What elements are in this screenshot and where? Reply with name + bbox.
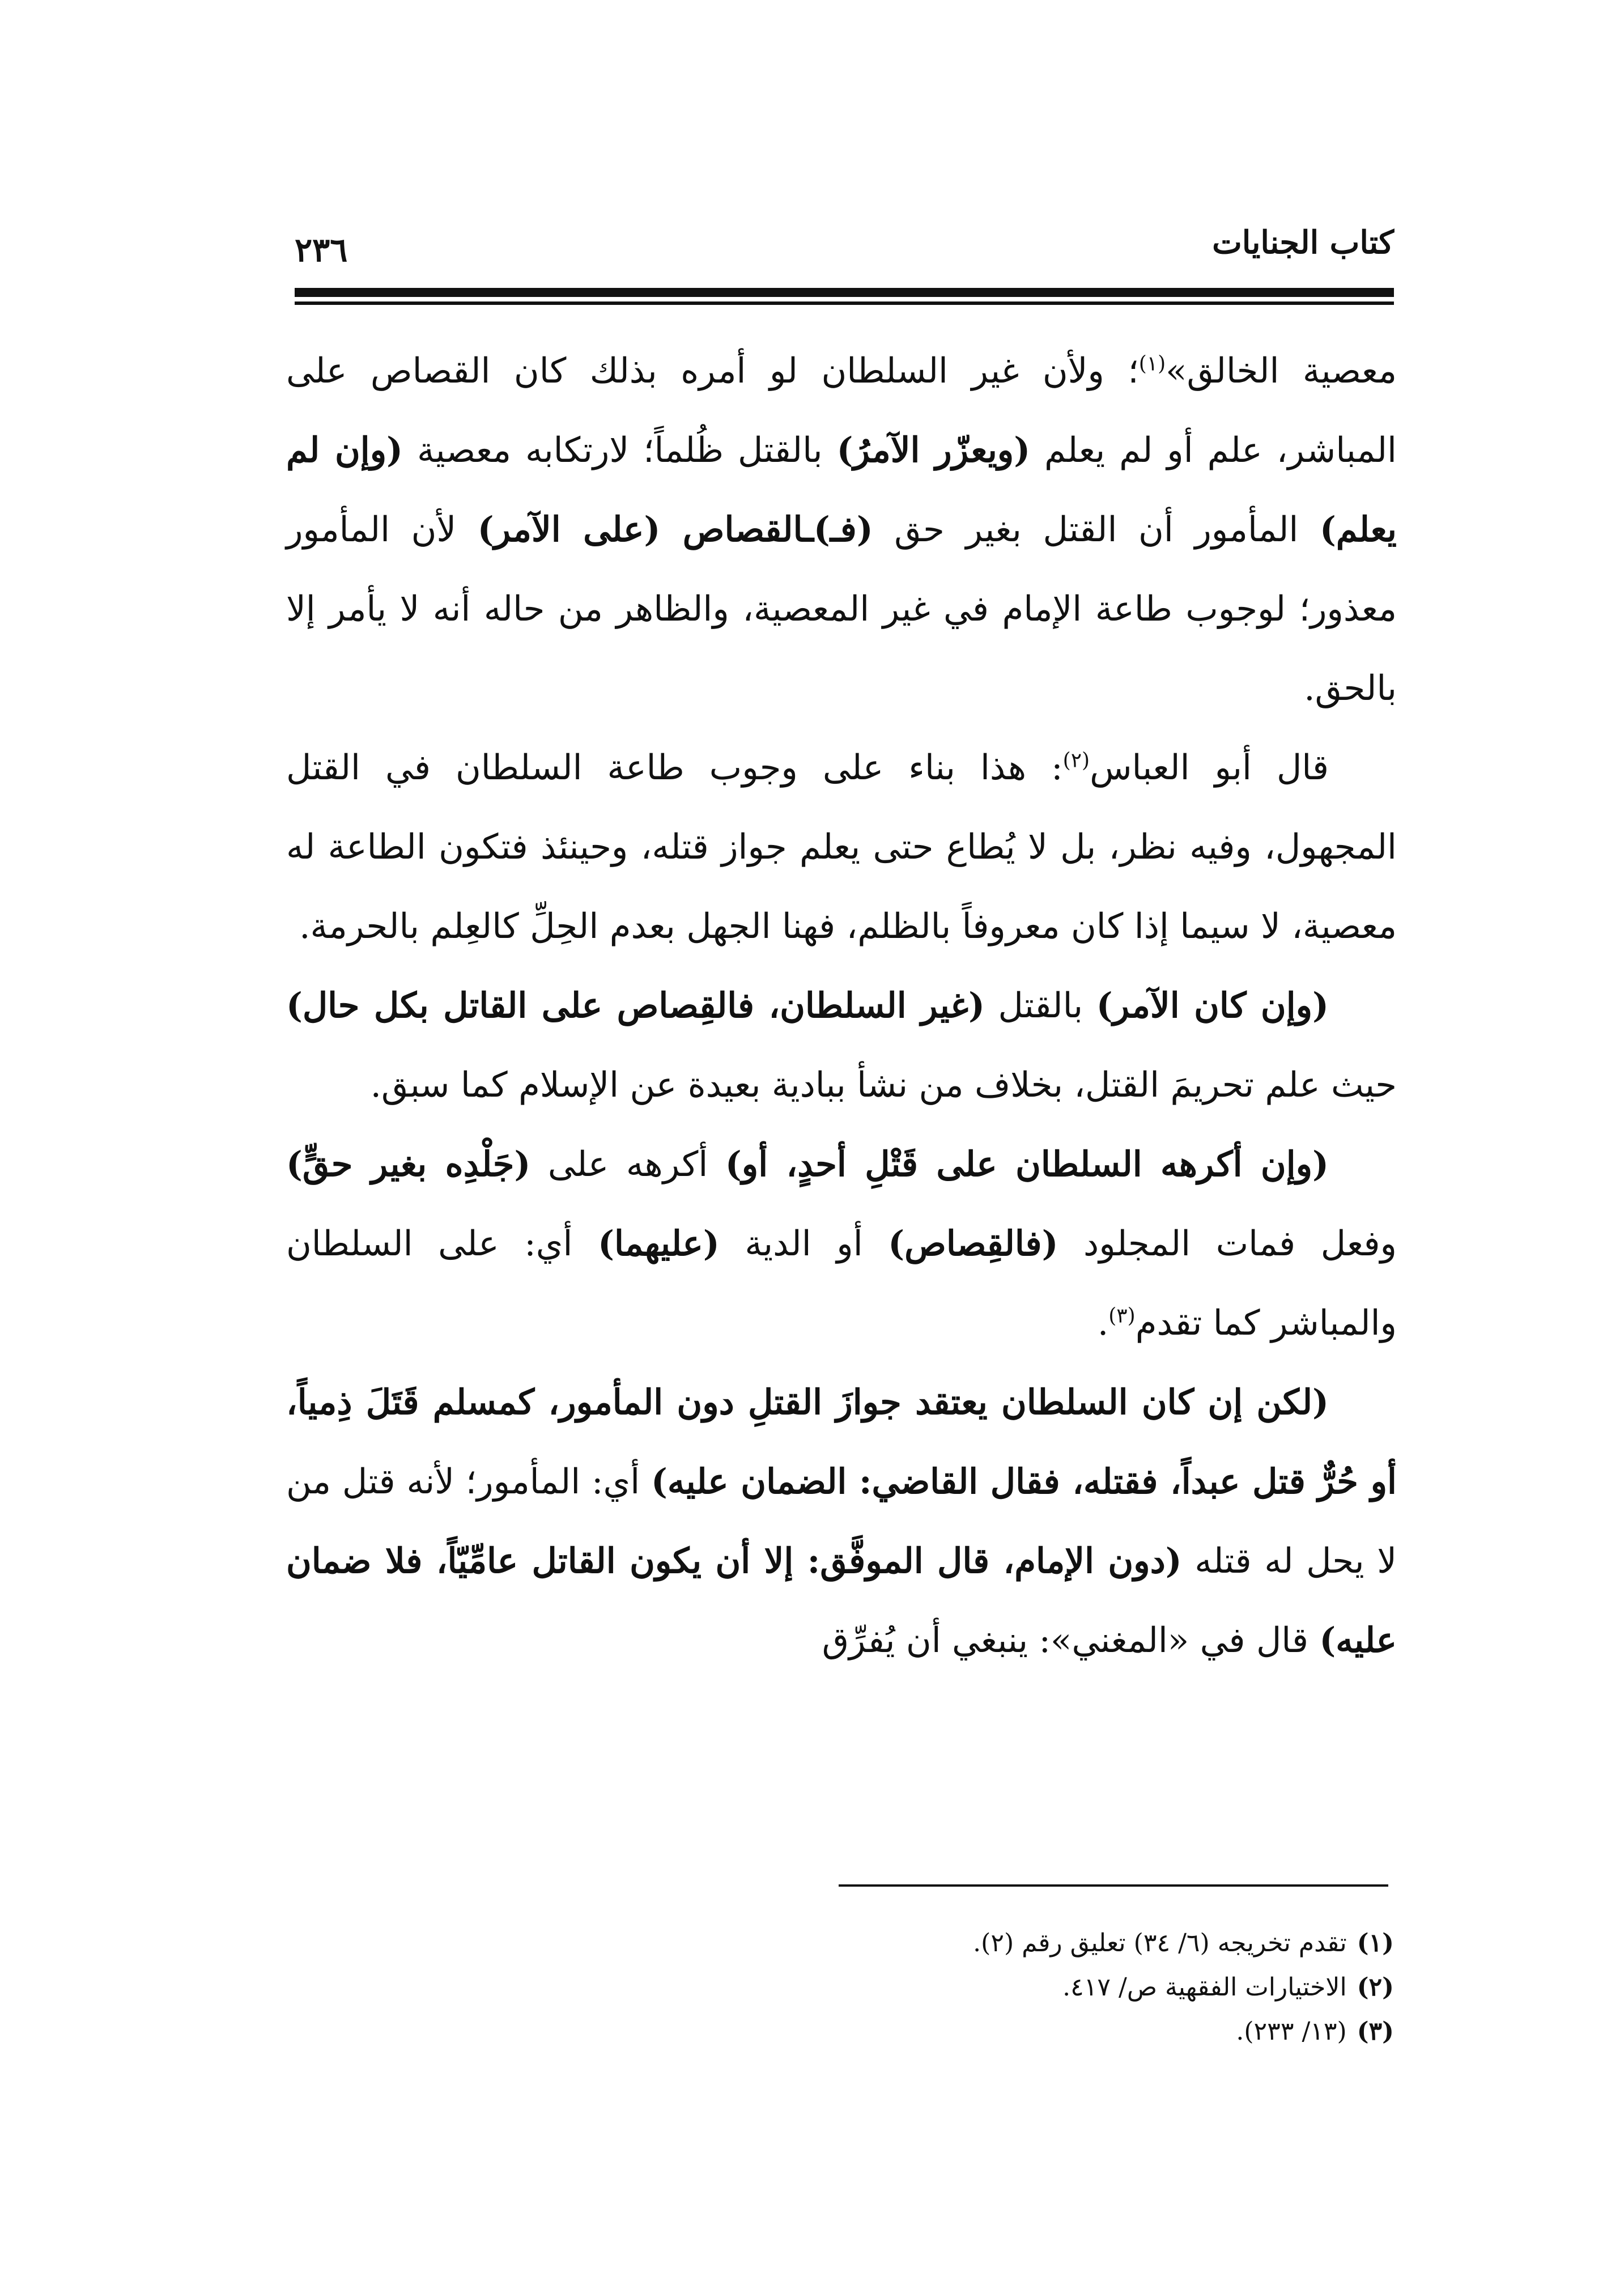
footnote-separator (839, 1884, 1388, 1887)
commentary-text: معصية الخالق» (1166, 351, 1397, 391)
matn-text: (دون الإمام، قال الموفَّق: إلا أن يكون القاتل عامِّيّاً، فلا ضمان عليه) (286, 1541, 1397, 1661)
footnote-text: تقدم تخريجه (٦/ ٣٤) تعليق رقم (٢). (973, 1929, 1347, 1957)
paragraph (286, 966, 1397, 1125)
commentary-text: قال في «المغني»: ينبغي أن يُفرِّق (822, 1620, 1320, 1661)
commentary-text: : هذا بناء على وجوب طاعة السلطان في القتل المجهول، وفيه نظر، بل لا يُطاع حتى يعلم جواز قتله، وحينئذ فتكون الطاعة له معصية، لا سيما إذا كان معروفاً بالظلم، فهنا الجهل بعدم الحِلِّ كالعِلم بالحرمة. (286, 748, 1397, 946)
paragraph (286, 1363, 1397, 1680)
commentary-text: . (1097, 1303, 1109, 1343)
matn-text: (لكن إن كان السلطان يعتقد جوازَ القتلِ دون المأمور، كمسلم قَتَلَ ذِمياً، أو حُرٌّ قتل عبداً، فقتله، فقال القاضي: الضمان عليه) (286, 1382, 1397, 1502)
matn-text: (غير السلطان، فالقِصاص على القاتل بكل حال) (286, 986, 985, 1026)
commentary-text: أكرهه على (530, 1144, 725, 1184)
paragraph (286, 728, 1397, 966)
paragraph (286, 332, 1397, 728)
footnote-item (680, 2010, 1394, 2054)
commentary-text: أي: على السلطان والمباشر كما تقدم (286, 1224, 1397, 1343)
footnote-mark: (١) (1357, 1929, 1394, 1957)
commentary-text: أو الدية (719, 1224, 888, 1264)
page-number: ٢٣٦ (295, 231, 348, 269)
commentary-text: حيث علم تحريمَ القتل، بخلاف من نشأ ببادية بعيدة عن الإسلام كما سبق. (370, 1065, 1397, 1105)
matn-text: (ويعزّر الآمرُ) (836, 430, 1031, 470)
header-rule-thin (295, 302, 1394, 305)
footnote-mark: (٢) (1357, 1973, 1394, 2002)
body-text (286, 332, 1397, 1680)
matn-text: (جَلْدِه بغير حقٍّ) (286, 1144, 531, 1184)
matn-text: (فالقِصاص) (888, 1224, 1058, 1264)
commentary-text: لأن المأمور معذور؛ لوجوب طاعة الإمام في غير المعصية، والظاهر من حاله أنه لا يأمر إلا بالحق. (286, 509, 1397, 708)
footnote-item (680, 1965, 1394, 2010)
footnote-reference: (٣) (1108, 1304, 1136, 1328)
page-header (295, 218, 1394, 286)
header-rule-thick (295, 288, 1394, 297)
matn-text: (وإن كان الآمر) (1096, 986, 1329, 1026)
matn-text: (وإن أكرهه السلطان على قَتْلِ أحدٍ، أو) (725, 1144, 1329, 1184)
footnote-mark: (٣) (1357, 2017, 1394, 2046)
matn-text: (عليهما) (598, 1224, 720, 1264)
commentary-text: أي: المأمور؛ لأنه قتل من لا يحل له قتله (286, 1462, 1397, 1581)
commentary-text: وفعل فمات المجلود (1058, 1224, 1397, 1264)
running-title: كتاب الجنايات (1212, 224, 1394, 261)
footnote-reference: (٢) (1062, 749, 1090, 772)
footnote-reference: (١) (1138, 352, 1166, 376)
footnotes (680, 1921, 1394, 2054)
footnote-text: (١٣/ ٢٣٣). (1236, 2017, 1347, 2046)
commentary-text: المأمور أن القتل بغير حق (873, 509, 1320, 550)
paragraph (286, 1125, 1397, 1363)
commentary-text: قال أبو العباس (1090, 748, 1329, 788)
matn-text: (فـ)ـالقصاص (على الآمر) (477, 509, 873, 550)
commentary-text: بالقتل (984, 986, 1096, 1026)
commentary-text: ؛ ولأن غير السلطان لو أمره بذلك كان القصاص على المباشر، علم أو لم يعلم (286, 351, 1397, 470)
footnote-item (680, 1921, 1394, 1965)
footnote-text: الاختيارات الفقهية ص/ ٤١٧. (1062, 1973, 1347, 2002)
matn-text: (وإن لم يعلم) (286, 430, 1397, 550)
commentary-text: بالقتل ظُلماً؛ لارتكابه معصية (403, 430, 837, 470)
